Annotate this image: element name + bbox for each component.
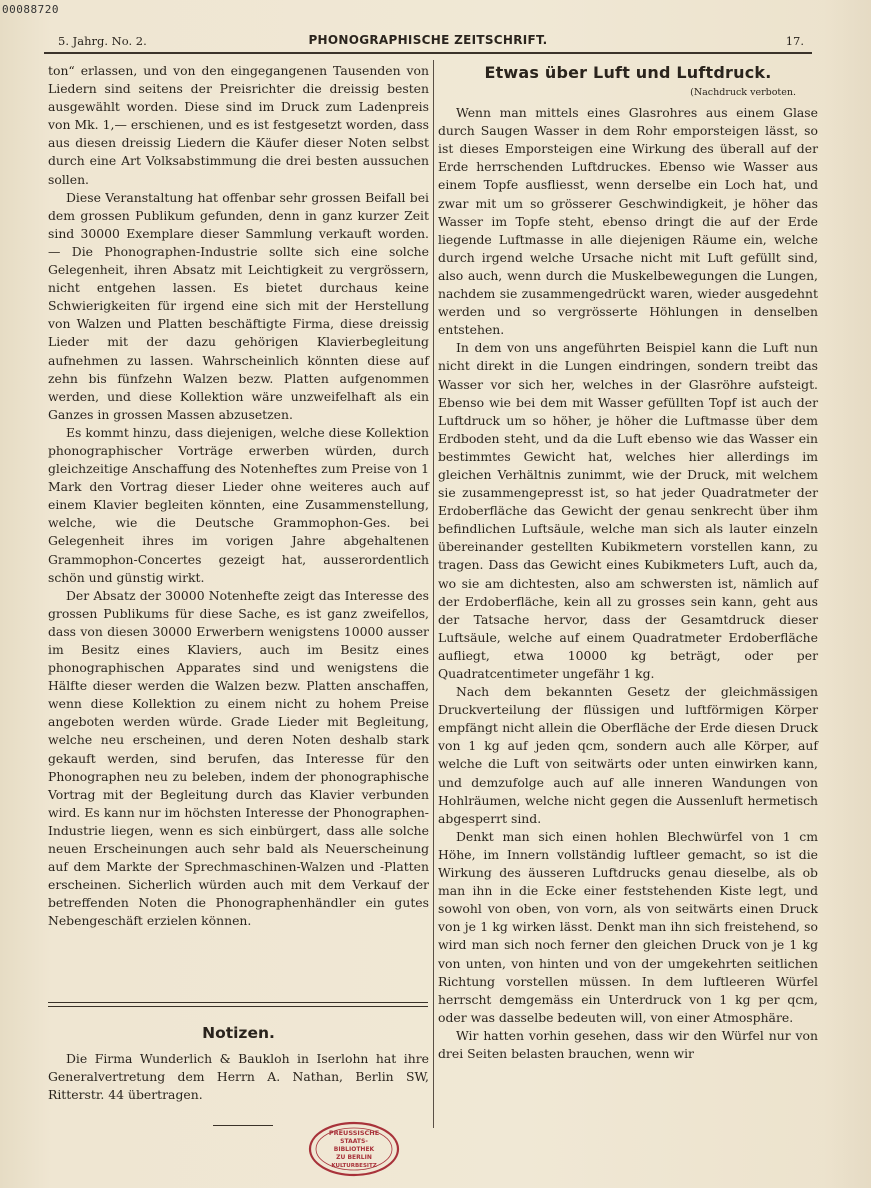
paragraph: Denkt man sich einen hohlen Blechwürfel von 1 cm Höhe, im Innern vollständig luftleer gemacht, so ist die Wirkung des äusseren Luftdrucks genau dieselbe, als ob man ihn in die Ecke einer feststehenden Kiste legt, und sowohl von oben, von vorn, als von seitwärts einen Druck von je 1 kg wirken lässt. Denkt man ihn sich freistehend, so wird man sich noch ferner den gleichen Druck von je 1 kg von unten, von hinten und von der umgekehrten seitlichen Richtung vorstellen müssen. In dem luftleeren Würfel herrscht demgemäss ein Unterdruck von 1 kg per qcm, oder was dasselbe bedeuten will, von einer Atmosphäre. (438, 828, 818, 1025)
stamp-line-1: PREUSSISCHE (328, 1129, 380, 1137)
left-column (48, 62, 429, 931)
journal-title: PHONOGRAPHISCHE ZEITSCHRIFT. (308, 33, 548, 47)
section-divider (48, 1002, 428, 1003)
stamp-line-5: KULTURBESITZ (331, 1163, 377, 1169)
stamp-line-2: STAATS- (340, 1138, 368, 1145)
running-header (48, 34, 808, 50)
paragraph: Wenn man mittels eines Glasrohres aus einem Glase durch Saugen Wasser in dem Rohr emporsteigen lässt, so ist dieses Emporsteigen eine Wirkung des überall auf der Erde herrschenden Luftdruckes. Ebenso wie Wasser aus einem Topfe ausfliesst, wenn derselbe ein Loch hat, und zwar mit um so grösserer Geschwindigkeit, je höher das Wasser im Topfe steht, ebenso dringt die auf der Erde liegende Luftmasse in alle diejenigen Räume ein, welche durch irgend welche Ursache nicht mit Luft gefüllt sind, also auch, wenn durch die Muskelbewegungen die Lungen, nachdem sie zusammengedrückt waren, wieder ausgedehnt werden und so vergrösserte Höhlungen in denselben entstehen. (438, 105, 818, 338)
end-rule (213, 1125, 273, 1126)
page-edge-shading (823, 0, 871, 1188)
reprint-note: (Nachdruck verboten. (690, 87, 796, 99)
notice-text: Die Firma Wunderlich & Baukloh in Iserlohn hat ihre Generalvertretung dem Herrn A. Nathan, Berlin SW, Ritterstr. 44 übertragen. (48, 1051, 429, 1103)
paragraph: Nach dem bekannten Gesetz der gleichmässigen Druckverteilung der flüssigen und luftförmigen Körper empfängt nicht allein die Oberfläche der Erde diesen Druck von 1 kg auf jeden qcm, sondern auch alle Körper, auf welche die Luft von seitwärts oder unten einwirken kann, und demzufolge auch auf alle inneren Wandungen von Hohlräumen, welche nicht gegen die Aussenluft hermetisch abgesperrt sind. (438, 684, 818, 826)
stamp-line-3: BIBLIOTHEK (333, 1146, 375, 1153)
section-divider-thin (48, 1006, 428, 1007)
paragraph: Der Absatz der 30000 Notenhefte zeigt das Interesse des grossen Publikums für diese Sache, es ist ganz zweifellos, dass von diesen 30000 Erwerbern wenigstens 10000 ausser im Besitz eines Klaviers, auch im Besitz eines phonographischen Apparates sind und wenigstens die Hälfte dieser werden die Walzen bezw. Platten anschaffen, wenn diese Kollektion zu einem nicht zu hohem Preise angeboten werden würde. Grade Lieder mit Begleitung, welche neu erscheinen, und deren Noten deshalb stark gekauft werden, sind berufen, das Interesse für den Phonographen neu zu beleben, indem der phonographische Vortrag mit der Begleitung durch das Klavier verbunden wird. Es kann nur im höchsten Interesse der Phonographen-Industrie liegen, wenn es sich einbürgert, dass alle solche neuen Erscheinungen auch sehr bald als Neuerscheinung auf dem Markte der Sprechmaschinen-Walzen und -Platten erscheinen. Sicherlich würden auch mit dem Verkauf der betreffenden Noten die Phonographenhändler ein gutes Nebengeschäft erzielen können. (48, 587, 429, 929)
page-number: 17. (785, 34, 804, 48)
paragraph: Es kommt hinzu, dass diejenigen, welche diese Kollektion phonographischer Vorträge erwerben würden, durch gleichzeitige Anschaffung des Notenheftes zum Preise von 1 Mark den Vortrag dieser Lieder ohne weiteres auch auf einem Klavier begleiten könnten, eine Zusammenstellung, welche, wie die Deutsche Grammophon-Ges. bei Gelegenheit ihres im vorigen Jahre abgehaltenen Grammophon-Concertes gezeigt hat, ausserordentlich schön und günstig wirkt. (48, 424, 429, 585)
library-stamp (306, 1120, 402, 1178)
notizen-heading: Notizen. (202, 1024, 275, 1042)
column-divider (433, 60, 434, 1128)
notizen-body (48, 1050, 429, 1104)
paragraph: In dem von uns angeführten Beispiel kann die Luft nun nicht direkt in die Lungen eindringen, sondern treibt das Wasser vor sich her, welches in der Glasröhre aufsteigt. Ebenso wie bei dem mit Wasser gefüllten Topf ist auch der Luftdruck um so höher, je höher die Luftmasse über dem Erdboden steht, und da die Luft ebenso wie das Wasser ein bestimmtes Gewicht hat, welches hier allerdings im gleichen Verhältnis zunimmt, wie der Druck, mit welchem sie zusammengepresst ist, so hat jeder Quadratmeter der Erdoberfläche das Gewicht der genau senkrecht über ihm befindlichen Luftsäule, welche man sich als lauter einzeln übereinander gestellten Kubikmetern vorstellen kann, zu tragen. Dass das Gewicht eines Kubikmeters Luft, auch da, wo sie am dichtesten, also am schwersten ist, nämlich auf der Erdoberfläche, kein all zu grosses sein kann, geht aus der Tatsache hervor, dass der Gesamtdruck dieser Luftsäule, welche auf einem Quadratmeter Erdoberfläche aufliegt, etwa 10000 kg beträgt, oder per Quadratcentimeter ungefähr 1 kg. (438, 340, 818, 681)
header-rule (44, 52, 812, 54)
paragraph: ton“ erlassen, und von den eingegangenen Tausenden von Liedern sind seitens der Preisrichter die dreissig besten ausgewählt worden. Diese sind im Druck zum Ladenpreis von Mk. 1,— erschienen, und es ist festgesetzt worden, dass aus diesen dreissig Liedern die Käufer dieser Noten selbst durch eine Art Volksabstimmung die drei besten aussuchen sollen. (48, 63, 429, 187)
scan-id: 00088720 (2, 3, 59, 16)
stamp-line-4: ZU BERLIN (336, 1154, 372, 1161)
paragraph: Diese Veranstaltung hat offenbar sehr grossen Beifall bei dem grossen Publikum gefunden, denn in ganz kurzer Zeit sind 30000 Exemplare dieser Sammlung verkauft worden. — Die Phonographen-Industrie sollte sich eine solche Gelegenheit, ihren Absatz mit Leichtigkeit zu vergrössern, nicht entgehen lassen. Es bietet durchaus keine Schwierigkeiten für irgend eine sich mit der Herstellung von Walzen und Platten beschäftigte Firma, diese dreissig Lieder mit der dazu gehörigen Klavierbegleitung aufnehmen zu lassen. Wahrscheinlich könnten diese auf zehn bis fünfzehn Walzen bezw. Platten aufgenommen werden, und diese Kollektion wäre unzweifelhaft als ein Ganzes in grossen Massen abzusetzen. (48, 189, 429, 422)
paragraph: Wir hatten vorhin gesehen, dass wir den Würfel nur von drei Seiten belasten brauchen, wenn wir (438, 1027, 818, 1061)
right-column (438, 62, 818, 1063)
volume-issue: 5. Jahrg. No. 2. (58, 34, 147, 48)
article-title: Etwas über Luft und Luftdruck. (484, 63, 772, 82)
